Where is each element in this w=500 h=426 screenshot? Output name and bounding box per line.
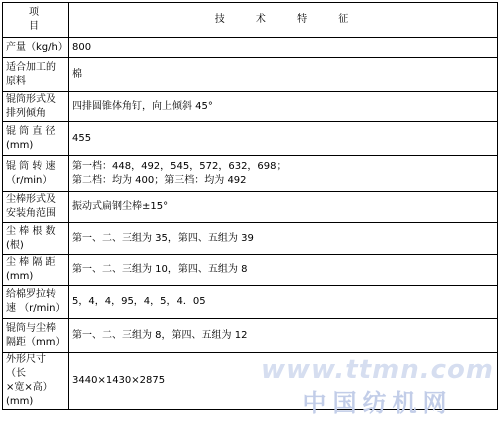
param-cell: 锟 筒 直 径 (mm) — [3, 122, 69, 156]
value-cell: 第一、二、三组为 8，第四、五组为 12 — [69, 319, 498, 353]
param-cell: 产量（kg/h） — [3, 38, 69, 58]
param-cell: 外形尺寸（长 ×宽×高） (mm) — [3, 353, 69, 410]
table-row — [3, 353, 498, 410]
value-cell: 第一、二、三组为 10，第四、五组为 8 — [69, 255, 498, 286]
value-cell: 四排圆锥体角钉，向上倾斜 45° — [69, 92, 498, 122]
table-row — [3, 156, 498, 192]
value-cell: 棉 — [69, 58, 498, 92]
param-cell: 给棉罗拉转 速 （r/min） — [3, 286, 69, 319]
table-row — [3, 38, 498, 58]
header-item: 项 目 — [3, 3, 69, 38]
value-cell: 5，4，4，95，4，5，4．05 — [69, 286, 498, 319]
table-row — [3, 319, 498, 353]
value-cell: 800 — [69, 38, 498, 58]
param-cell: 尘 棒 根 数 (根) — [3, 223, 69, 255]
value-cell: 第一、二、三组为 35，第四、五组为 39 — [69, 223, 498, 255]
table-row — [3, 286, 498, 319]
watermark-url: www.ttmn.com — [261, 355, 494, 385]
param-cell: 锟 筒 转 速 （r/min） — [3, 156, 69, 192]
value-cell: 第一档：448，492，545，572，632，698； 第二档：均为 400；第三档：均为 492 — [69, 156, 498, 192]
value-cell: 455 — [69, 122, 498, 156]
param-cell: 尘 棒 隔 距 (mm) — [3, 255, 69, 286]
table-row — [3, 92, 498, 122]
table-row — [3, 255, 498, 286]
header-features: 技 术 特 征 — [69, 3, 498, 38]
param-cell: 锟筒形式及 排列倾角 — [3, 92, 69, 122]
table-body — [3, 38, 498, 410]
table-row — [3, 122, 498, 156]
spec-table — [2, 2, 498, 410]
table-row — [3, 58, 498, 92]
param-cell: 尘棒形式及 安装角范围 — [3, 192, 69, 223]
table-row — [3, 223, 498, 255]
value-cell: 振动式扁钢尘棒±15° — [69, 192, 498, 223]
table-row — [3, 192, 498, 223]
param-cell: 适合加工的 原料 — [3, 58, 69, 92]
param-cell: 锟筒与尘棒 隔距（mm） — [3, 319, 69, 353]
watermark-name: 中国纺机网 — [302, 389, 453, 417]
value-cell: 3440×1430×2875 — [69, 353, 498, 410]
table-header-row — [3, 3, 498, 38]
